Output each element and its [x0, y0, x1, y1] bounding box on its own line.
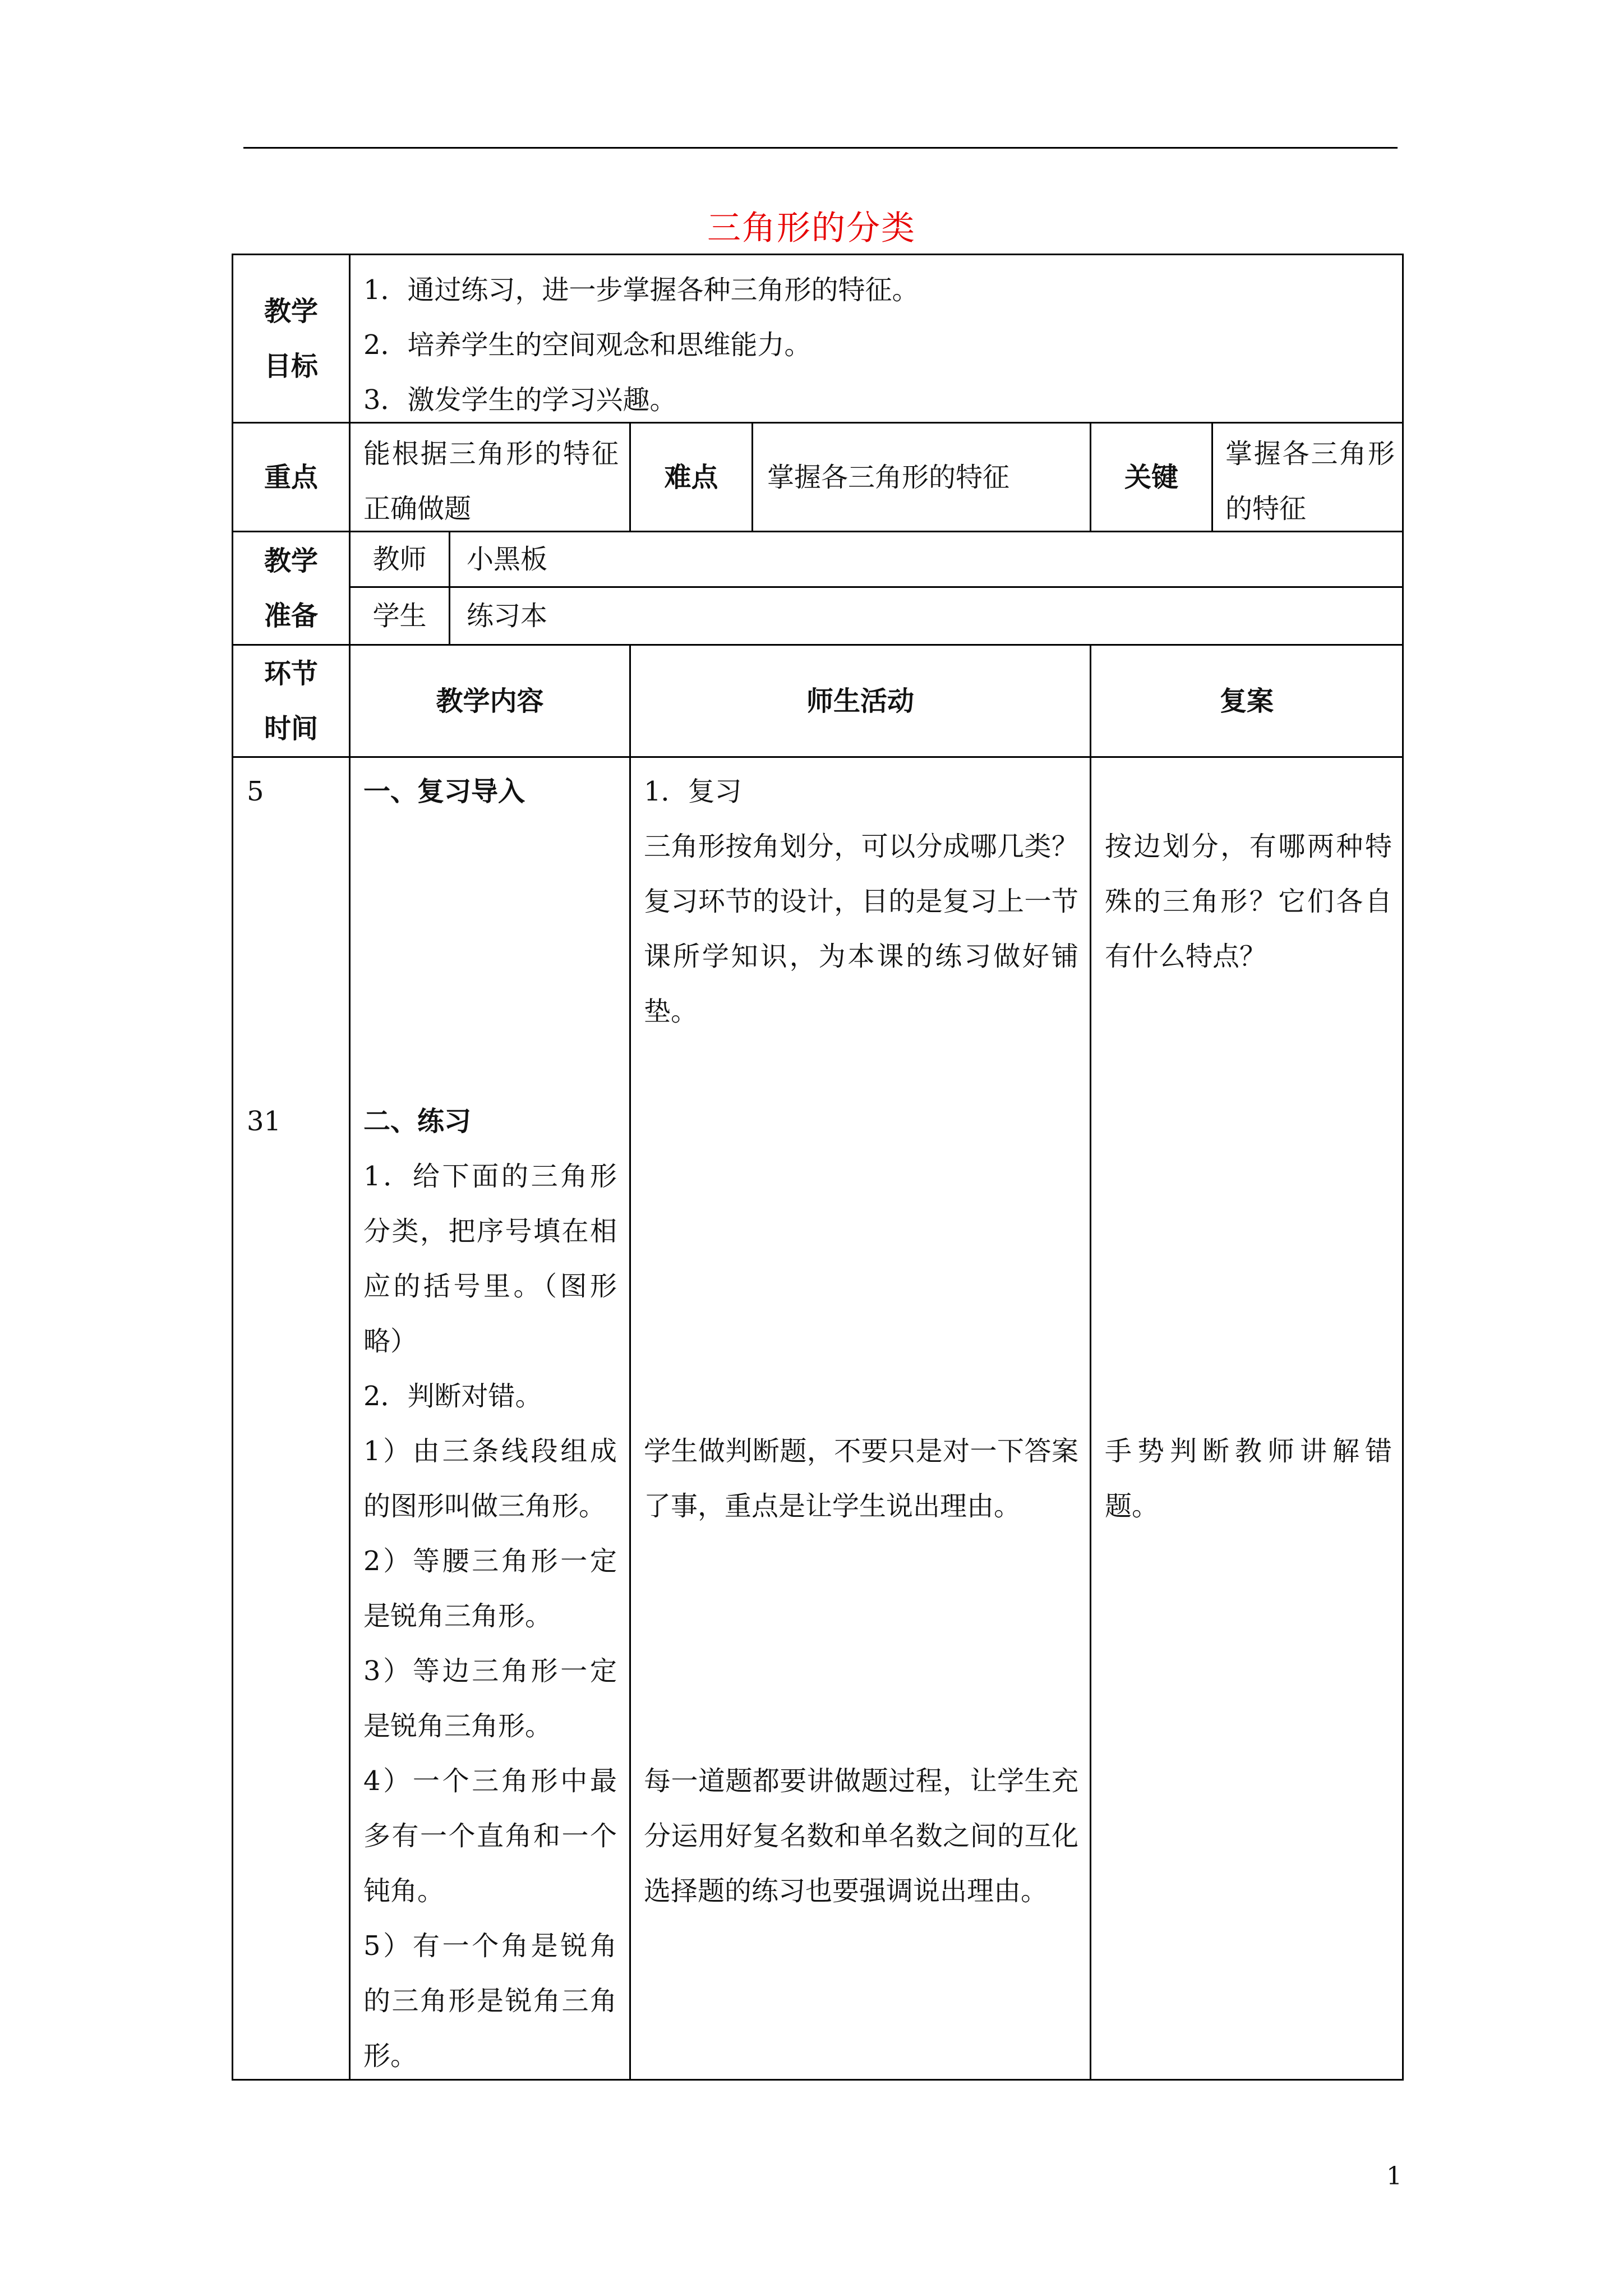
table-rule	[349, 254, 351, 2081]
exercise-item: 1．给下面的三角形分类，把序号填在相应的括号里。（图形略）	[363, 1161, 617, 1357]
teacher-value: 小黑板	[467, 544, 548, 575]
header-rule	[243, 147, 1398, 149]
teacher-label: 教师	[372, 544, 427, 575]
judgement-question: 5）有一个角是锐角的三角形是锐角三角形。	[363, 1930, 617, 2072]
judgement-question: 3）等边三角形一定是锐角三角形。	[363, 1655, 617, 1742]
section2-time: 31	[247, 1106, 282, 1137]
judgement-question: 1）由三条线段组成的图形叫做三角形。	[363, 1435, 617, 1522]
section2-content	[363, 1094, 617, 2083]
section1-activity-title: 1．复习	[644, 776, 742, 807]
page-title: 三角形的分类	[707, 209, 916, 248]
section2-review-text: 手势判断教师讲解错题。	[1105, 1435, 1392, 1522]
column-header-time: 环节 时间	[264, 657, 318, 744]
section2-activity-a: 学生做判断题，不要只是对一下答案了事，重点是让学生说出理由。	[644, 1435, 1078, 1522]
judgement-question: 2）等腰三角形一定是锐角三角形。	[363, 1545, 617, 1632]
objectives-list	[363, 263, 1390, 427]
page-number: 1	[1386, 2162, 1402, 2191]
table-rule	[1211, 422, 1213, 531]
objective-item: 1．通过练习，进一步掌握各种三角形的特征。	[363, 274, 919, 306]
table-rule	[751, 422, 753, 531]
column-header-content: 教学内容	[436, 685, 544, 717]
difficulty-label: 难点	[664, 461, 718, 493]
judgement-question: 4）一个三角形中最多有一个直角和一个钝角。	[363, 1765, 617, 1907]
objective-item: 3．激发学生的学习兴趣。	[363, 384, 677, 416]
student-label: 学生	[372, 600, 427, 632]
table-border-right	[1402, 254, 1404, 2081]
key-label: 关键	[1124, 461, 1178, 493]
column-header-review: 复案	[1219, 685, 1274, 717]
student-value: 练习本	[467, 600, 548, 632]
table-rule	[1090, 644, 1091, 2081]
objective-item: 2．培养学生的空间观念和思维能力。	[363, 329, 811, 361]
section1-heading: 一、复习导入	[363, 776, 525, 807]
exercise-item: 2．判断对错。	[363, 1381, 542, 1412]
section1-review-text: 按边划分，有哪两种特殊的三角形？它们各自有什么特点？	[1105, 831, 1392, 972]
table-rule-top	[232, 254, 1404, 255]
section1-time: 5	[247, 776, 264, 807]
focus-text: 能根据三角形的特征正确做题	[363, 438, 619, 524]
table-rule	[629, 644, 631, 2081]
section1-activity-text: 三角形按角划分，可以分成哪几类？复习环节的设计，目的是复习上一节课所学知识，为本课的练习做好铺垫。	[644, 831, 1078, 1027]
preparation-label: 教学 准备	[264, 545, 318, 632]
key-text: 掌握各三角形的特征	[1225, 438, 1395, 524]
difficulty-text: 掌握各三角形的特征	[767, 461, 1010, 493]
objectives-label: 教学 目标	[264, 295, 318, 382]
column-header-activity: 师生活动	[806, 685, 914, 717]
section2-heading: 二、练习	[363, 1106, 472, 1137]
section2-activity-b: 每一道题都要讲做题过程，让学生充分运用好复名数和单名数之间的互化选择题的练习也要强调说出理由。	[644, 1765, 1078, 1907]
table-rule	[232, 756, 1404, 758]
table-rule	[449, 531, 450, 644]
focus-label: 重点	[264, 461, 318, 493]
